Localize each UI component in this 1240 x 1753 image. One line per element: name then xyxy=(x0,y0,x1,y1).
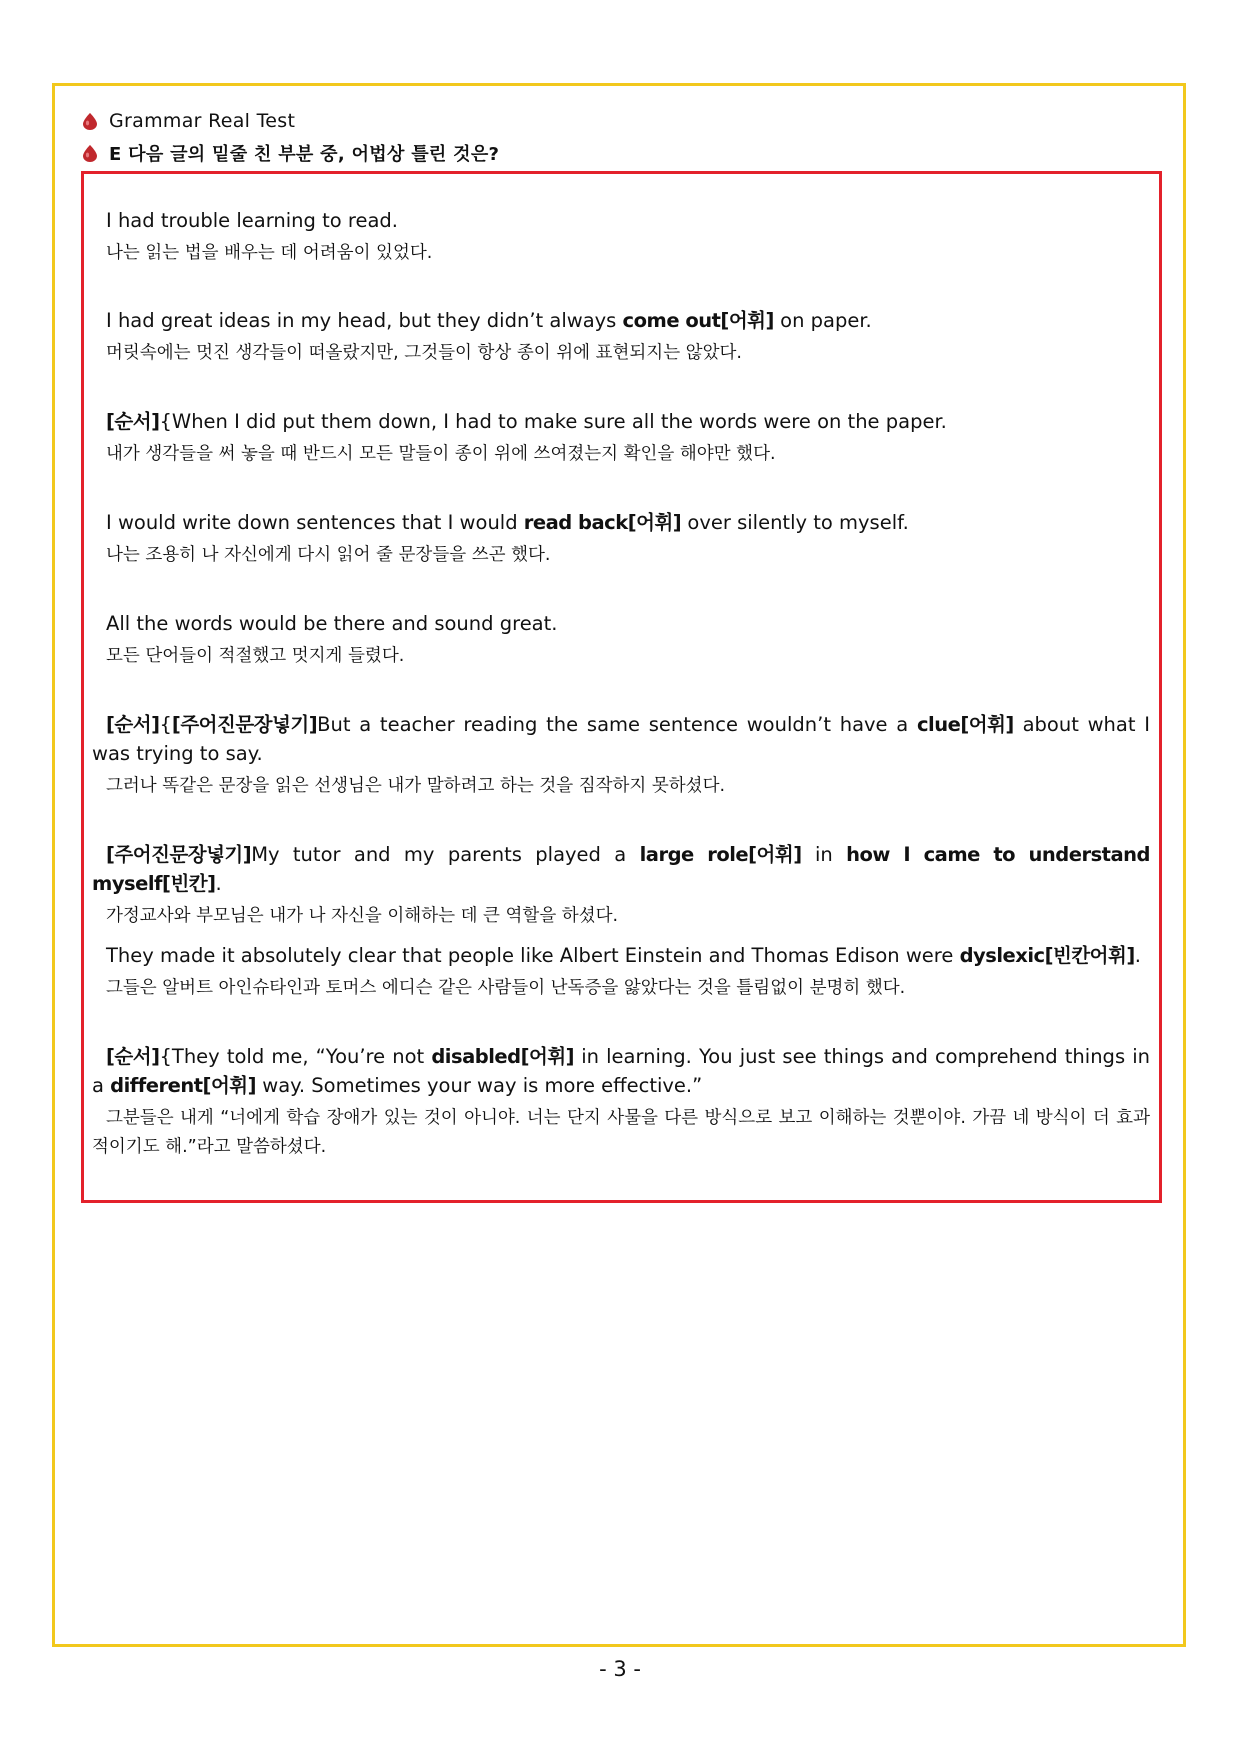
bold-marked-phrase: [순서] xyxy=(106,713,160,736)
korean-translation: 그분들은 내게 “너에게 학습 장애가 있는 것이 아니야. 너는 단지 사물을 다른 방식으로 보고 이해하는 것뿐이야. 가끔 네 방식이 더 효과적이기도 해.”라고 말씀하셨다. xyxy=(92,1108,1150,1157)
red-drop-bullet-icon xyxy=(83,113,97,130)
sentence-text: about what I was trying to say. xyxy=(92,713,1150,765)
bold-marked-phrase: read back[어휘] xyxy=(523,511,682,534)
bold-marked-phrase: large role[어휘] xyxy=(639,843,802,866)
bold-marked-phrase: different[어휘] xyxy=(110,1074,257,1097)
bold-marked-phrase: [순서] xyxy=(106,410,160,433)
passage-paragraph-9 xyxy=(92,1042,1150,1162)
bold-marked-phrase: come out[어휘] xyxy=(622,309,774,332)
bold-marked-phrase: how I came to understand myself[빈칸] xyxy=(92,843,1150,895)
sentence-text: I had trouble learning to read. xyxy=(106,209,398,232)
english-sentence xyxy=(92,1042,1150,1100)
bold-marked-phrase: [주어진문장넣기] xyxy=(106,843,252,866)
english-sentence xyxy=(92,941,1150,970)
bold-marked-phrase: disabled[어휘] xyxy=(431,1045,575,1068)
section-title: Grammar Real Test xyxy=(109,110,296,132)
english-sentence xyxy=(92,710,1150,768)
bold-marked-phrase: clue[어휘] xyxy=(916,713,1014,736)
passage-paragraph-4 xyxy=(92,508,1150,570)
passage-paragraph-5 xyxy=(92,609,1150,671)
korean-translation: 그러나 똑같은 문장을 읽은 선생님은 내가 말하려고 하는 것을 짐작하지 못하셨다. xyxy=(106,776,726,796)
question-text: E 다음 글의 밑줄 친 부분 중, 어법상 틀린 것은? xyxy=(109,144,500,165)
korean-translation: 가정교사와 부모님은 내가 나 자신을 이해하는 데 큰 역할을 하셨다. xyxy=(106,906,619,926)
bold-marked-phrase: [주어진문장넣기] xyxy=(171,713,318,736)
korean-translation: 그들은 알버트 아인슈타인과 토머스 에디슨 같은 사람들이 난독증을 앓았다는 것을 틀림없이 분명히 했다. xyxy=(106,978,906,998)
sentence-text: All the words would be there and sound great. xyxy=(106,612,558,635)
korean-translation: 모든 단어들이 적절했고 멋지게 들렸다. xyxy=(106,646,405,666)
sentence-text: But a teacher reading the same sentence wouldn’t have a xyxy=(317,713,917,736)
english-sentence xyxy=(92,508,1150,537)
korean-translation: 나는 읽는 법을 배우는 데 어려움이 있었다. xyxy=(106,243,433,263)
sentence-text: on paper. xyxy=(773,309,872,332)
passage-paragraph-1 xyxy=(92,206,1150,268)
english-sentence xyxy=(92,840,1150,898)
bold-marked-phrase: dyslexic[빈칸어휘] xyxy=(959,944,1135,967)
sentence-text: over silently to myself. xyxy=(681,511,909,534)
sentence-text: . xyxy=(1134,944,1141,967)
sentence-text: . xyxy=(215,872,222,895)
korean-translation: 나는 조용히 나 자신에게 다시 읽어 줄 문장들을 쓰곤 했다. xyxy=(106,545,551,565)
passage-paragraph-7 xyxy=(92,840,1150,931)
sentence-text: { xyxy=(159,713,172,736)
sentence-text: They made it absolutely clear that people like Albert Einstein and Thomas Edison were xyxy=(106,944,960,967)
header-question-row xyxy=(83,140,499,166)
english-sentence xyxy=(92,609,1150,638)
bold-marked-phrase: [순서] xyxy=(106,1045,160,1068)
page-number: - 3 - xyxy=(599,1657,641,1681)
korean-translation: 머릿속에는 멋진 생각들이 떠올랐지만, 그것들이 항상 종이 위에 표현되지는 않았다. xyxy=(106,343,742,363)
sentence-text: in learning. You just see things and comprehend things in a xyxy=(92,1045,1151,1097)
sentence-text: in xyxy=(801,843,847,866)
korean-translation: 내가 생각들을 써 놓을 때 반드시 모든 말들이 종이 위에 쓰여졌는지 확인을 해야만 했다. xyxy=(106,444,776,464)
sentence-text: I would write down sentences that I would xyxy=(106,511,524,534)
passage-paragraph-2 xyxy=(92,306,1150,368)
sentence-text: I had great ideas in my head, but they didn’t always xyxy=(106,309,623,332)
sentence-text: {They told me, “You’re not xyxy=(159,1045,432,1068)
english-sentence xyxy=(92,306,1150,335)
sentence-text: My tutor and my parents played a xyxy=(251,843,640,866)
red-drop-bullet-icon xyxy=(83,145,97,162)
english-sentence xyxy=(92,407,1150,436)
passage-paragraph-6 xyxy=(92,710,1150,801)
passage-paragraph-3 xyxy=(92,407,1150,469)
english-sentence xyxy=(92,206,1150,235)
sentence-text: way. Sometimes your way is more effective.” xyxy=(256,1074,703,1097)
header-title-row xyxy=(83,110,295,132)
sentence-text: {When I did put them down, I had to make sure all the words were on the paper. xyxy=(159,410,947,433)
passage-paragraph-8 xyxy=(92,941,1150,1003)
